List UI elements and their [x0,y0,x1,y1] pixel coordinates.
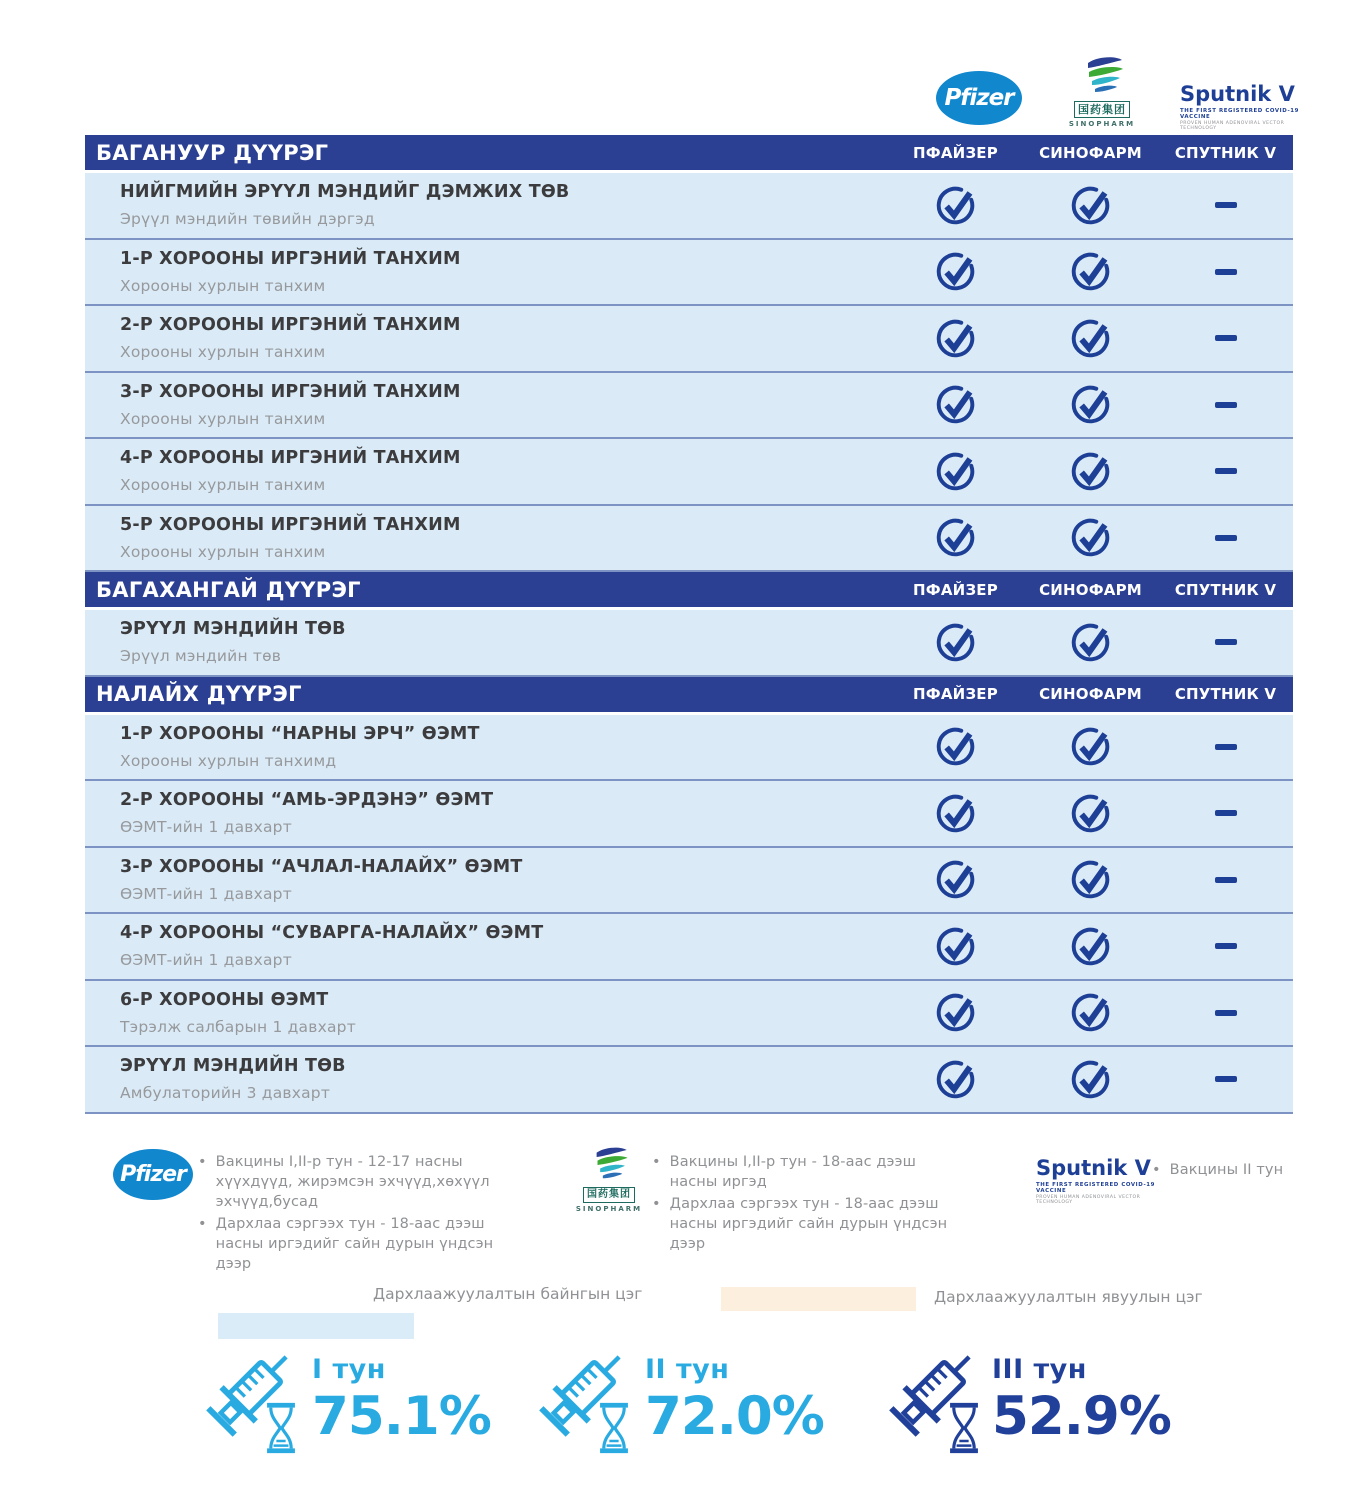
column-header-sputnik: СПУТНИК V [1174,580,1277,599]
center-location: Хорооны хурлын танхим [120,542,326,561]
table-row [85,306,1293,373]
table-row [85,914,1293,981]
check-circle-icon [935,451,976,492]
check-icon [888,859,1023,900]
center-name: 1-Р ХОРООНЫ ИРГЭНИЙ ТАНХИМ [120,248,461,269]
table-row [85,173,1293,240]
bullet-dot: • [652,1196,661,1212]
check-icon [888,251,1023,292]
sinopharm-logo [1068,55,1136,128]
dash-icon [1158,535,1293,541]
section-title: БАГАХАНГАЙ ДҮҮРЭГ [96,577,361,602]
check-icon [1023,926,1158,967]
section-header [85,572,1293,610]
center-location: Хорооны хурлын танхим [120,276,326,295]
column-header-sputnik: СПУТНИК V [1174,143,1277,162]
dose-1-label: I тун [312,1354,386,1385]
bullet-dot: • [652,1154,661,1170]
row-info [85,448,888,494]
sinopharm-legend-logo [575,1145,643,1213]
legend-bullet-text: Дархлаа сэргээх тун - 18-аас дээш насны иргэдийг сайн дурын үндсэн дээр [669,1196,948,1252]
center-name: 6-Р ХОРООНЫ ӨЭМТ [120,989,329,1010]
no-vaccine-dash [1215,335,1237,341]
sputnik-subtitle-1: THE FIRST REGISTERED COVID-19 VACCINE [1180,108,1299,120]
check-icon [1023,384,1158,425]
center-location: ӨЭМТ-ийн 1 давхарт [120,884,292,903]
check-circle-icon [1070,451,1111,492]
center-name: НИЙГМИЙН ЭРҮҮЛ МЭНДИЙГ ДЭМЖИХ ТӨВ [120,182,570,203]
check-circle-icon [1070,1059,1111,1100]
legend-bullet [1152,1160,1312,1180]
no-vaccine-dash [1215,468,1237,474]
row-info [85,1056,888,1102]
row-info [85,923,888,969]
center-location: Хорооны хурлын танхим [120,343,326,362]
center-name: 1-Р ХОРООНЫ “НАРНЫ ЭРЧ” ӨЭМТ [120,723,480,744]
no-vaccine-dash [1215,943,1237,949]
table-row [85,373,1293,440]
no-vaccine-dash [1215,744,1237,750]
column-header-sinopharm: СИНОФАРМ [1039,685,1142,703]
center-location: Хорооны хурлын танхим [120,409,326,428]
column-header-sputnik: СПУТНИК V [1174,685,1277,703]
check-circle-icon [1070,793,1111,834]
check-icon [888,451,1023,492]
row-info [85,382,888,428]
center-location: ӨЭМТ-ийн 1 давхарт [120,951,292,970]
table-row [85,1047,1293,1114]
row-info [85,724,888,770]
legend-bullet [198,1152,500,1212]
column-header-sinopharm: СИНОФАРМ [1039,580,1142,599]
pfizer-logo: Pfizer [936,71,1022,125]
table-row [85,981,1293,1048]
dose-2-value: 72.0% [645,1386,824,1447]
column-header-sinopharm: СИНОФАРМ [1039,143,1142,162]
check-icon [1023,793,1158,834]
center-location: Хорооны хурлын танхимд [120,751,337,770]
check-circle-icon [935,384,976,425]
dose-3-stat [992,1354,1171,1447]
column-header-pfizer: ПФАЙЗЕР [913,143,998,162]
dash-icon [1158,468,1293,474]
center-location: Эрүүл мэндийн төвийн дэргэд [120,210,375,229]
check-circle-icon [1070,251,1111,292]
sinopharm-cn-label: 国药集团 [583,1187,635,1203]
legend-bullet [652,1194,964,1254]
check-icon [1023,517,1158,558]
sinopharm-legend-text [652,1152,964,1256]
sinopharm-en-label: SINOPHARM [575,1205,643,1213]
dose-3-label: III тун [992,1354,1087,1385]
center-location: Тэрэлж салбарын 1 давхарт [120,1017,356,1036]
check-circle-icon [935,185,976,226]
legend-bullet-text: Вакцины I,II-р тун - 12-17 насны хүүхдүүд, жирэмсэн эхчүүд,хөхүүл эхчүүд,бусад [215,1154,490,1210]
table-row [85,610,1293,677]
check-circle-icon [935,1059,976,1100]
no-vaccine-dash [1215,639,1237,645]
sinopharm-waves-icon [1076,55,1128,99]
row-info [85,990,888,1036]
center-name: ЭРҮҮЛ МЭНДИЙН ТӨВ [120,1056,346,1077]
column-header-pfizer: ПФАЙЗЕР [913,685,998,703]
sputnik-name: Sputnik V [1180,82,1295,106]
check-icon [1023,451,1158,492]
check-icon [888,384,1023,425]
check-icon [1023,726,1158,767]
column-header-pfizer: ПФАЙЗЕР [913,580,998,599]
check-circle-icon [935,726,976,767]
dose-2-stat [645,1354,824,1447]
check-circle-icon [935,926,976,967]
dash-icon [1158,810,1293,816]
legend-bullet-text: Дархлаа сэргээх тун - 18-аас дээш насны иргэдийг сайн дурын үндсэн дээр [215,1216,494,1272]
legend-bullet-text: Вакцины II тун [1169,1162,1284,1178]
hourglass-icon [264,1402,298,1458]
sinopharm-cn-label: 国药集团 [1074,101,1130,118]
row-info [85,790,888,836]
dose-3-value: 52.9% [992,1386,1171,1447]
bullet-dot: • [1152,1162,1161,1178]
row-info [85,515,888,561]
check-icon [888,1059,1023,1100]
row-info [85,619,888,665]
check-circle-icon [935,318,976,359]
dash-icon [1158,202,1293,208]
check-circle-icon [1070,185,1111,226]
table-row [85,240,1293,307]
section-header [85,677,1293,715]
section-title: БАГАНУУР ДҮҮРЭГ [96,140,329,165]
table-row [85,506,1293,573]
center-location: Эрүүл мэндийн төв [120,647,282,666]
bullet-dot: • [198,1216,207,1232]
sputnik-legend-text [1152,1160,1312,1182]
table-row [85,715,1293,782]
table-row [85,848,1293,915]
center-name: 4-Р ХОРООНЫ “СУВАРГА-НАЛАЙХ” ӨЭМТ [120,923,544,944]
check-icon [888,926,1023,967]
table-row [85,781,1293,848]
vaccine-table [85,135,1293,1114]
sputnik-subtitle-2: PROVEN HUMAN ADENOVIRAL VECTOR TECHNOLOGY [1036,1195,1141,1205]
sinopharm-waves-icon [586,1145,632,1185]
center-name: 5-Р ХОРООНЫ ИРГЭНИЙ ТАНХИМ [120,514,461,535]
permanent-point-label: Дархлаажуулалтын байнгын цэг [373,1285,643,1303]
sputnik-legend-logo [1036,1158,1156,1205]
check-icon [1023,251,1158,292]
dose-1-value: 75.1% [312,1386,491,1447]
no-vaccine-dash [1215,1010,1237,1016]
check-icon [888,517,1023,558]
check-circle-icon [1070,726,1111,767]
row-info [85,182,888,228]
section-title: НАЛАЙХ ДҮҮРЭГ [96,682,302,706]
center-name: 2-Р ХОРООНЫ ИРГЭНИЙ ТАНХИМ [120,315,461,336]
no-vaccine-dash [1215,535,1237,541]
dose-2-label: II тун [645,1354,730,1385]
dash-icon [1158,269,1293,275]
check-icon [888,726,1023,767]
check-circle-icon [935,793,976,834]
mobile-point-label: Дархлаажуулалтын явуулын цэг [934,1288,1203,1306]
check-icon [888,992,1023,1033]
check-circle-icon [935,251,976,292]
legend-bullet [198,1214,500,1274]
legend-bullet-text: Вакцины I,II-р тун - 18-аас дээш насны иргэд [669,1154,916,1190]
sputnik-name: Sputnik V [1036,1156,1151,1180]
check-icon [1023,185,1158,226]
check-icon [1023,622,1158,663]
check-circle-icon [1070,318,1111,359]
check-circle-icon [1070,622,1111,663]
no-vaccine-dash [1215,1076,1237,1082]
check-icon [1023,859,1158,900]
hourglass-icon [947,1402,981,1458]
center-name: 3-Р ХОРООНЫ “АЧЛАЛ-НАЛАЙХ” ӨЭМТ [120,856,523,877]
check-circle-icon [1070,517,1111,558]
check-circle-icon [935,517,976,558]
no-vaccine-dash [1215,269,1237,275]
check-icon [888,793,1023,834]
check-circle-icon [935,859,976,900]
check-icon [1023,992,1158,1033]
sputnik-logo [1180,84,1300,131]
hourglass-icon [597,1402,631,1458]
check-icon [888,318,1023,359]
check-icon [888,185,1023,226]
check-circle-icon [1070,926,1111,967]
check-icon [888,622,1023,663]
dash-icon [1158,402,1293,408]
pfizer-legend-logo: Pfizer [113,1149,193,1200]
dash-icon [1158,943,1293,949]
no-vaccine-dash [1215,402,1237,408]
row-info [85,315,888,361]
check-circle-icon [935,622,976,663]
row-info [85,249,888,295]
center-name: 3-Р ХОРООНЫ ИРГЭНИЙ ТАНХИМ [120,381,461,402]
mobile-point-swatch [721,1287,916,1311]
check-circle-icon [935,992,976,1033]
dash-icon [1158,877,1293,883]
dash-icon [1158,1010,1293,1016]
center-location: Хорооны хурлын танхим [120,476,326,495]
legend-bullet [652,1152,964,1192]
section-header [85,135,1293,173]
table-row [85,439,1293,506]
sputnik-subtitle-1: THE FIRST REGISTERED COVID-19 VACCINE [1036,1182,1155,1194]
no-vaccine-dash [1215,202,1237,208]
dash-icon [1158,744,1293,750]
no-vaccine-dash [1215,810,1237,816]
check-circle-icon [1070,384,1111,425]
dose-1-stat [312,1354,491,1447]
permanent-point-swatch [218,1313,414,1339]
center-name: ЭРҮҮЛ МЭНДИЙН ТӨВ [120,619,346,640]
dash-icon [1158,639,1293,645]
check-icon [1023,318,1158,359]
center-location: ӨЭМТ-ийн 1 давхарт [120,818,292,837]
check-circle-icon [1070,859,1111,900]
bullet-dot: • [198,1154,207,1170]
no-vaccine-dash [1215,877,1237,883]
center-name: 2-Р ХОРООНЫ “АМЬ-ЭРДЭНЭ” ӨЭМТ [120,790,494,811]
check-circle-icon [1070,992,1111,1033]
row-info [85,857,888,903]
dash-icon [1158,335,1293,341]
pfizer-legend-text [198,1152,500,1276]
center-name: 4-Р ХОРООНЫ ИРГЭНИЙ ТАНХИМ [120,448,461,469]
sinopharm-en-label: SINOPHARM [1068,120,1136,128]
dash-icon [1158,1076,1293,1082]
center-location: Амбулаторийн 3 давхарт [120,1084,331,1103]
check-icon [1023,1059,1158,1100]
sputnik-subtitle-2: PROVEN HUMAN ADENOVIRAL VECTOR TECHNOLOGY [1180,121,1285,131]
